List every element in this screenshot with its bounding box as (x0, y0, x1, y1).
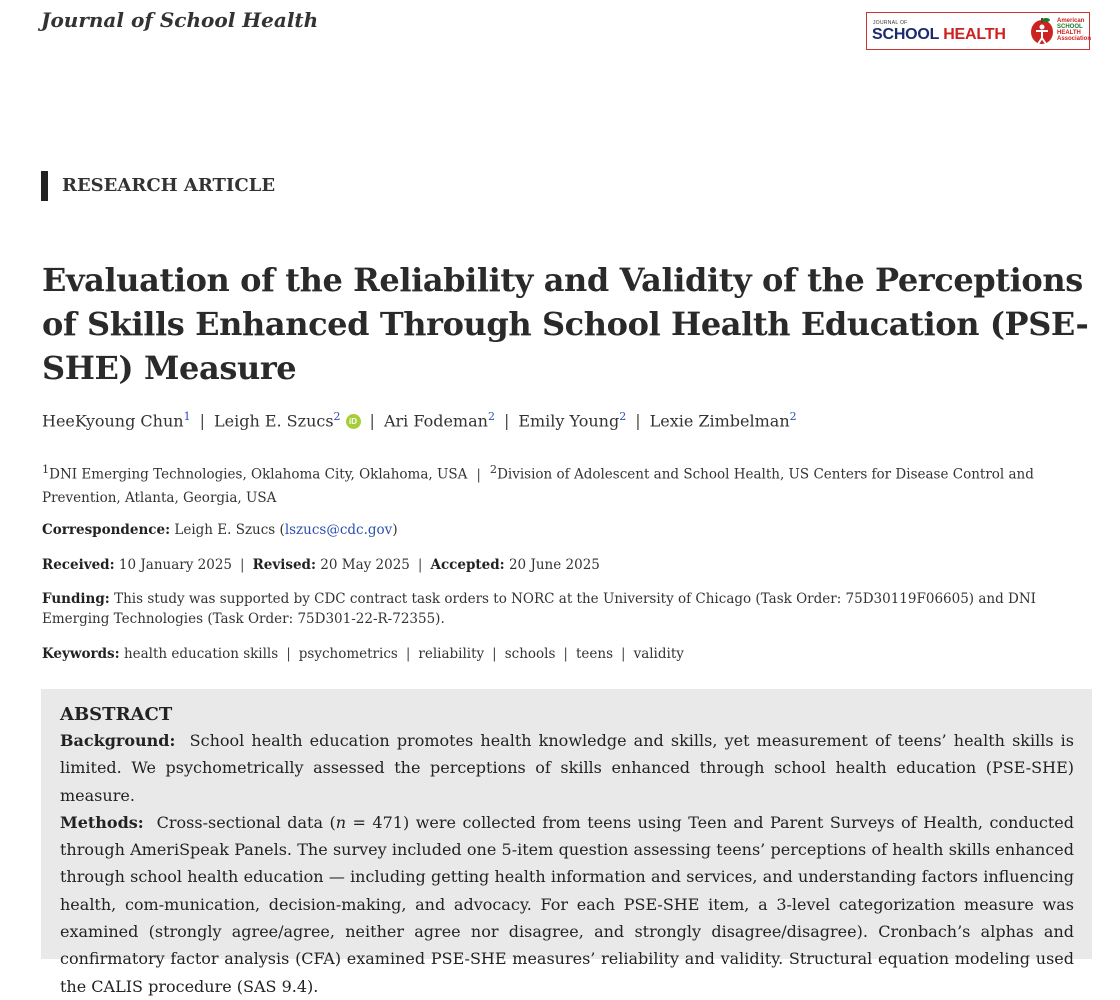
author-separator: | (635, 411, 641, 431)
journal-name: Journal of School Health (41, 8, 319, 32)
author-separator: | (369, 411, 375, 431)
author-separator: | (199, 411, 205, 431)
author-name[interactable]: HeeKyoung Chun (42, 411, 184, 431)
abstract-methods: Methods: Cross-sectional data (n = 471) were collected from teens using Teen and Parent Surveys of Health, conducted through AmeriSpeak Panels. The survey included one 5-item question assessing teens’ perceptions of health skills enhanced through school health education — including getting health information and services, and understanding factors influencing health, com-munication, decision-making, and advocacy. For each PSE-SHE item, a 3-level categorization measure was examined (strongly agree/agree, neither agree nor disagree, and strongly disagree/disagree). Cronbach’s alphas and confirmatory factor analysis (CFA) examined PSE-SHE measures’ reliability and validity. Structural equation modeling used the CALIS procedure (SAS 9.4). (60, 812, 1075, 996)
article-title: Evaluation of the Reliability and Validity of the Perceptions of Skills Enhanced Through School Health Education (PSE-SHE) Measure (42, 261, 1089, 387)
abstract-background: Background: School health education promotes health knowledge and skills, yet measurement of teens’ health skills is limited. We psychometrically assessed the perceptions of skills enhanced through school health education (PSE-SHE) measure. (60, 731, 1074, 805)
keyword[interactable]: teens (575, 646, 613, 662)
keywords: Keywords: health education skills | psychometrics | reliability | schools | teens | validity (42, 646, 684, 662)
orcid-icon[interactable]: iD (346, 414, 361, 429)
apple-figure-icon (1029, 16, 1055, 48)
author-separator: | (503, 411, 510, 431)
keyword[interactable]: schools (504, 646, 556, 662)
affiliations: $^1$DNI Emerging Technologies, Oklahoma City, Oklahoma, USA | $^2$Division of Adolescent and School Health, US Centers for Disease Control and Prevention, Atlanta, Georgia, USA (42, 463, 1034, 506)
email-link[interactable]: lszucs@cdc.gov (284, 522, 393, 538)
author-name[interactable]: Lexie Zimbelman (649, 411, 790, 431)
keyword[interactable]: reliability (418, 646, 485, 662)
abstract-box (41, 689, 1092, 996)
funding: Funding: This study was supported by CDC contract task orders to NORC at the University of Chicago (Task Order: 75D30119F06605) and DNI Emerging Technologies (Task Order: 75D301-22-R-72355). (42, 591, 1037, 627)
affiliation-2: Division of Adolescent and School Health, US Centers for Disease Control and Prevention, Atlanta, Georgia, USA (42, 466, 1034, 506)
correspondence: Correspondence: Leigh E. Szucs (lszucs@cdc.gov) (42, 522, 398, 538)
affiliation-sup[interactable]: 1 (183, 410, 191, 423)
logo-org-name: American SCHOOL HEALTH Association (1057, 18, 1092, 42)
affiliation-sup[interactable]: 2 (789, 410, 797, 423)
abstract-heading: ABSTRACT (60, 704, 173, 725)
affiliation-sup[interactable]: 2 (487, 410, 495, 423)
logo-small-text: JOURNAL OF (873, 20, 908, 26)
keyword[interactable]: psychometrics (298, 646, 398, 662)
author-name[interactable]: Leigh E. Szucs (213, 411, 334, 431)
journal-logo[interactable] (866, 12, 1090, 50)
logo-main-text: SCHOOL HEALTH (872, 26, 1006, 43)
affiliation-1: DNI Emerging Technologies, Oklahoma City, Oklahoma, USA (49, 466, 468, 483)
article-dates: Received: 10 January 2025 | Revised: 20 May 2025 | Accepted: 20 June 2025 (42, 557, 600, 573)
author-list (42, 410, 1082, 430)
affiliation-sup[interactable]: 2 (619, 410, 627, 423)
author-name[interactable]: Emily Young (518, 411, 620, 431)
keyword[interactable]: validity (633, 646, 684, 662)
section-label: RESEARCH ARTICLE (41, 171, 275, 201)
keyword[interactable]: health education skills (123, 646, 279, 662)
affiliation-sup[interactable]: 2 (333, 410, 341, 423)
author-name[interactable]: Ari Fodeman (383, 411, 488, 431)
